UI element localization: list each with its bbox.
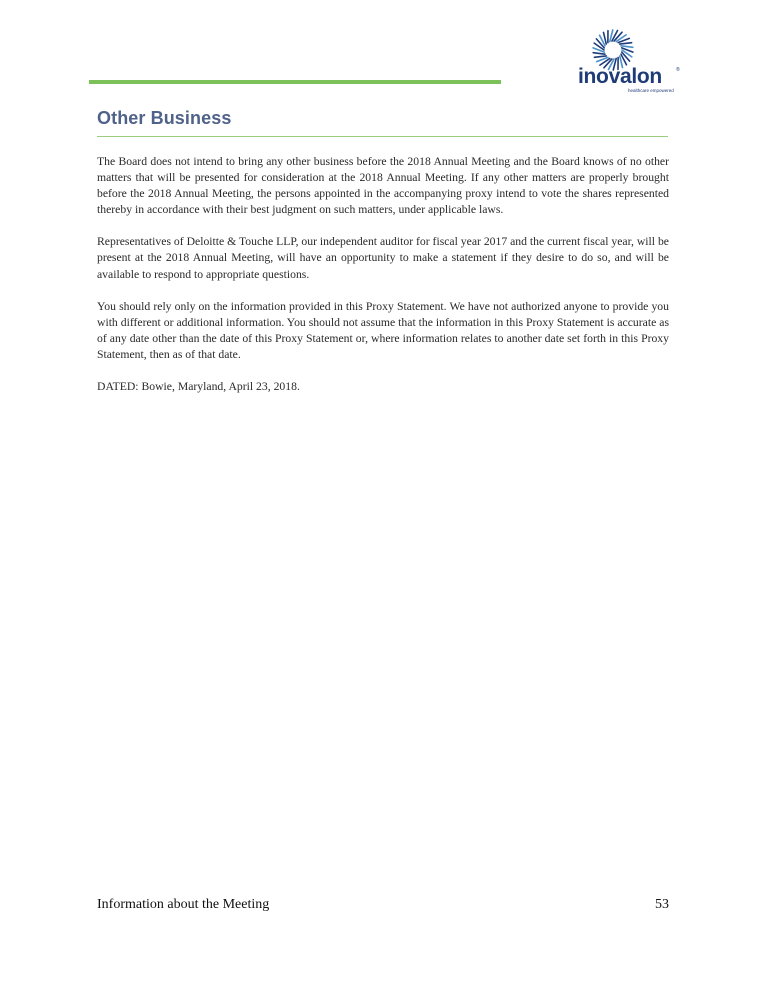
logo-wordmark: inovalon [578, 65, 662, 88]
section-title: Other Business [97, 108, 232, 128]
paragraph-reliance: You should rely only on the information provided in this Proxy Statement. We have not authorized anyone to provide you with different or additional information. You should not assume that the information in this Proxy Statement is accurate as of any date other than the date of this Proxy Statement or, where information relates to another date set forth in this Proxy Statement, then as of that date. [97, 299, 669, 361]
sunburst-ray [594, 56, 606, 57]
sunburst-ray [620, 43, 632, 44]
footer-section-name: Information about the Meeting [97, 897, 270, 912]
header-accent-rule [89, 80, 501, 84]
page-number: 53 [655, 897, 669, 912]
company-logo [575, 28, 685, 92]
title-underline [97, 136, 668, 137]
sunburst-ray [621, 46, 633, 48]
logo-trademark: ® [676, 67, 680, 73]
sunburst-ray [593, 53, 605, 55]
body-content [97, 154, 669, 411]
paragraph-dated: DATED: Bowie, Maryland, April 23, 2018. [97, 380, 300, 394]
logo-tagline: healthcare empowered [628, 88, 674, 93]
paragraph-auditor: Representatives of Deloitte & Touche LLP, our independent auditor for fiscal year 2017 and the current fiscal year, will be present at the 2018 Annual Meeting, will have an opportunity to make a statement if they desire to do so, and will be available to respond to appropriate questions. [97, 235, 669, 281]
paragraph-other-business: The Board does not intend to bring any other business before the 2018 Annual Meeting and the Board knows of no other matters that will be presented for consideration at the 2018 Annual Meeting. If any other matters are properly brought before the 2018 Annual Meeting, the persons appointed in the accompanying proxy intend to vote the shares represented thereby in accordance with their best judgment on such matters, under applicable laws. [97, 155, 669, 217]
